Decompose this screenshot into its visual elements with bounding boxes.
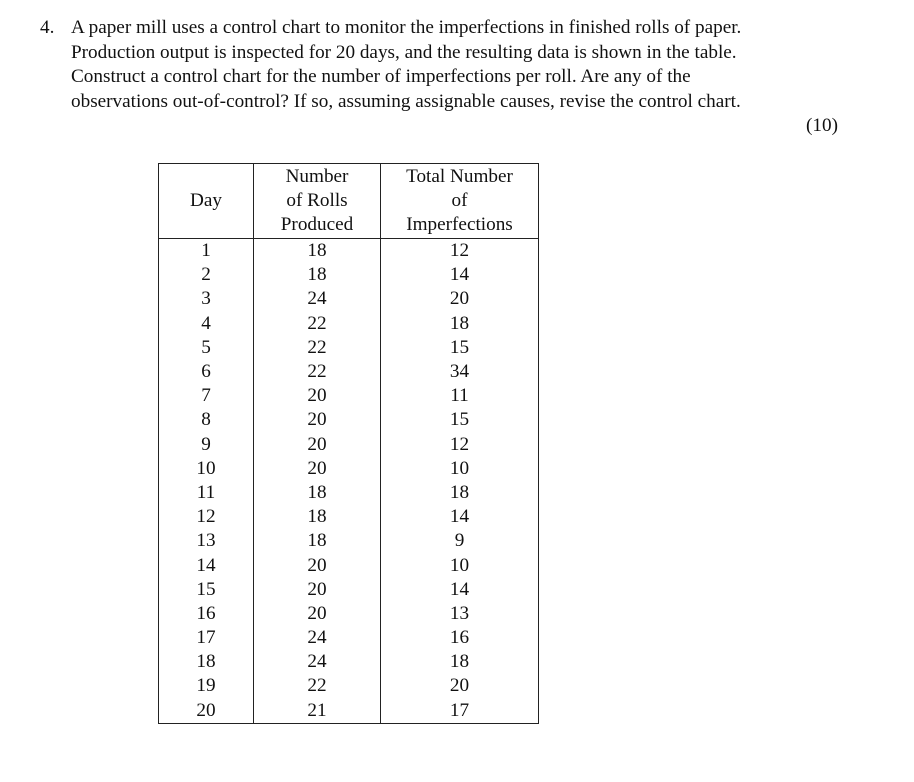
table-body <box>159 239 539 724</box>
table-row <box>159 360 539 384</box>
table-row <box>159 674 539 698</box>
cell-imperfections: 20 <box>381 287 539 311</box>
question-marks: (10) <box>806 115 838 136</box>
question-line: observations out-of-control? If so, assuming assignable causes, revise the control chart. <box>71 90 741 112</box>
cell-imperfections: 9 <box>381 529 539 553</box>
cell-rolls: 20 <box>254 384 381 408</box>
question-text <box>71 16 841 114</box>
table-row <box>159 287 539 311</box>
cell-rolls: 20 <box>254 408 381 432</box>
table-row <box>159 553 539 577</box>
cell-rolls: 20 <box>254 433 381 457</box>
cell-imperfections: 13 <box>381 602 539 626</box>
cell-day: 6 <box>159 360 254 384</box>
cell-day: 5 <box>159 336 254 360</box>
cell-imperfections: 14 <box>381 505 539 529</box>
table-row <box>159 602 539 626</box>
cell-rolls: 22 <box>254 674 381 698</box>
table-row <box>159 408 539 432</box>
cell-day: 2 <box>159 263 254 287</box>
cell-rolls: 24 <box>254 650 381 674</box>
table-row <box>159 481 539 505</box>
cell-day: 18 <box>159 650 254 674</box>
cell-day: 1 <box>159 239 254 264</box>
question-line: Production output is inspected for 20 days, and the resulting data is shown in the table. <box>71 41 737 63</box>
table-row <box>159 529 539 553</box>
cell-imperfections: 17 <box>381 699 539 724</box>
cell-day: 12 <box>159 505 254 529</box>
cell-day: 10 <box>159 457 254 481</box>
question-line: Construct a control chart for the number of imperfections per roll. Are any of the <box>71 66 691 88</box>
cell-imperfections: 20 <box>381 674 539 698</box>
table-row <box>159 578 539 602</box>
cell-day: 3 <box>159 287 254 311</box>
cell-rolls: 21 <box>254 699 381 724</box>
cell-rolls: 22 <box>254 336 381 360</box>
cell-day: 9 <box>159 433 254 457</box>
cell-rolls: 18 <box>254 263 381 287</box>
cell-imperfections: 34 <box>381 360 539 384</box>
table-row <box>159 312 539 336</box>
question-number: 4. <box>40 17 55 38</box>
cell-day: 17 <box>159 626 254 650</box>
cell-day: 14 <box>159 553 254 577</box>
cell-day: 15 <box>159 578 254 602</box>
table-row <box>159 384 539 408</box>
cell-day: 16 <box>159 602 254 626</box>
table-row <box>159 263 539 287</box>
table-row <box>159 336 539 360</box>
cell-imperfections: 14 <box>381 263 539 287</box>
cell-imperfections: 18 <box>381 481 539 505</box>
header-imperfections: Total Number of Imperfections <box>381 164 539 239</box>
cell-imperfections: 16 <box>381 626 539 650</box>
cell-rolls: 22 <box>254 312 381 336</box>
table-row <box>159 457 539 481</box>
cell-imperfections: 10 <box>381 457 539 481</box>
cell-imperfections: 18 <box>381 312 539 336</box>
cell-rolls: 20 <box>254 553 381 577</box>
cell-imperfections: 18 <box>381 650 539 674</box>
cell-day: 8 <box>159 408 254 432</box>
cell-rolls: 24 <box>254 287 381 311</box>
cell-rolls: 18 <box>254 239 381 264</box>
cell-day: 19 <box>159 674 254 698</box>
cell-rolls: 24 <box>254 626 381 650</box>
cell-rolls: 20 <box>254 602 381 626</box>
header-day: Day <box>159 164 254 239</box>
table-row <box>159 239 539 264</box>
table-row <box>159 626 539 650</box>
cell-rolls: 22 <box>254 360 381 384</box>
cell-day: 4 <box>159 312 254 336</box>
cell-imperfections: 15 <box>381 408 539 432</box>
cell-day: 13 <box>159 529 254 553</box>
cell-imperfections: 15 <box>381 336 539 360</box>
cell-imperfections: 12 <box>381 433 539 457</box>
table-header-row <box>159 164 539 239</box>
cell-rolls: 18 <box>254 481 381 505</box>
cell-imperfections: 11 <box>381 384 539 408</box>
question-line: A paper mill uses a control chart to monitor the imperfections in finished rolls of paper. <box>71 17 742 38</box>
table-row <box>159 433 539 457</box>
data-table <box>158 163 539 724</box>
table-row <box>159 505 539 529</box>
cell-rolls: 18 <box>254 529 381 553</box>
cell-day: 11 <box>159 481 254 505</box>
cell-imperfections: 14 <box>381 578 539 602</box>
cell-imperfections: 12 <box>381 239 539 264</box>
cell-day: 7 <box>159 384 254 408</box>
cell-rolls: 18 <box>254 505 381 529</box>
table-row <box>159 650 539 674</box>
cell-day: 20 <box>159 699 254 724</box>
cell-rolls: 20 <box>254 578 381 602</box>
header-rolls: Number of Rolls Produced <box>254 164 381 239</box>
cell-imperfections: 10 <box>381 553 539 577</box>
cell-rolls: 20 <box>254 457 381 481</box>
table-row <box>159 699 539 724</box>
